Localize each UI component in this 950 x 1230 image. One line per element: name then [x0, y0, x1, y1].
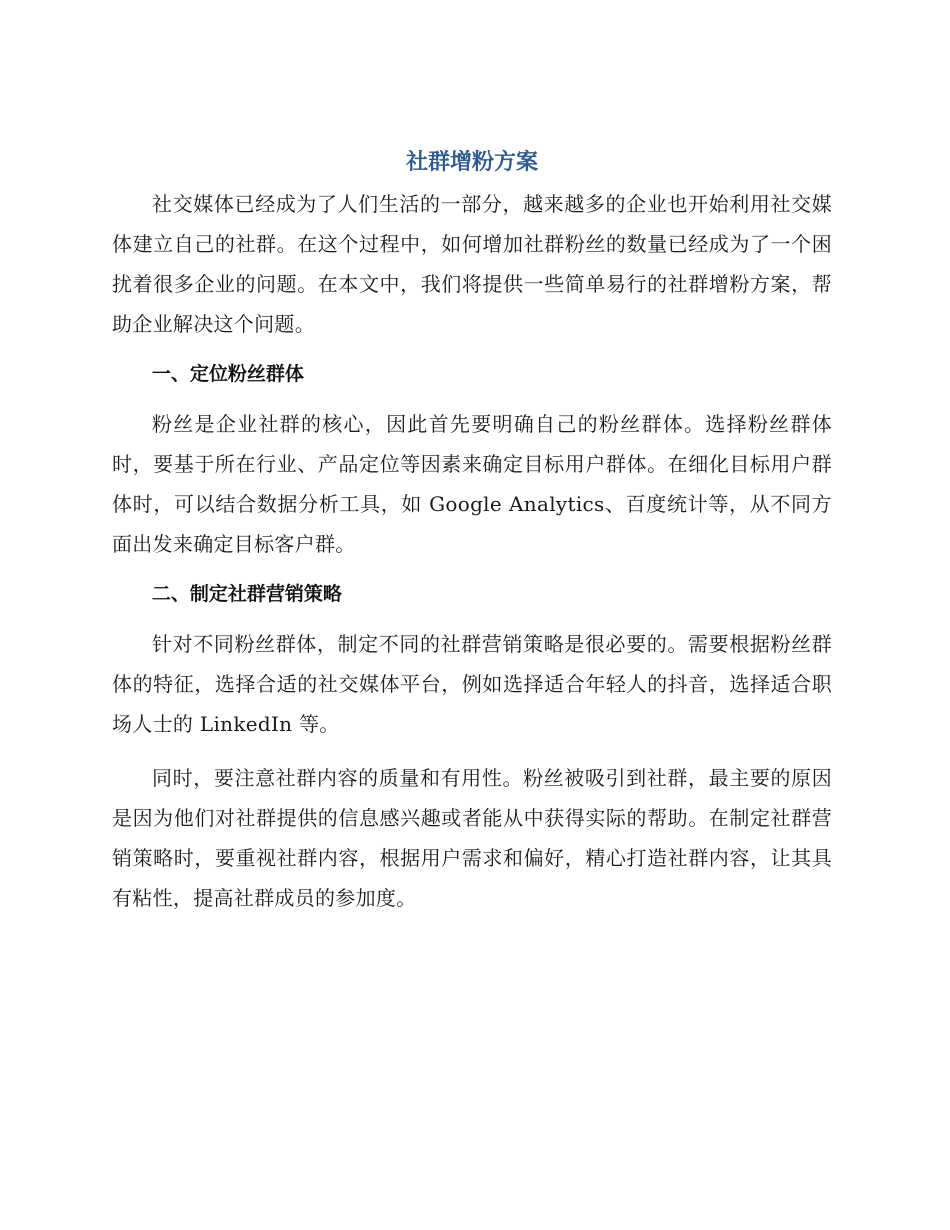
section-1-paragraph-1: 粉丝是企业社群的核心，因此首先要明确自己的粉丝群体。选择粉丝群体时，要基于所在行业、产品定位等因素来确定目标用户群体。在细化目标用户群体时，可以结合数据分析工具，如 Google Analytics、百度统计等，从不同方面出发来确定目标客户群。	[112, 412, 832, 556]
spacer	[112, 614, 832, 624]
intro-paragraph: 社交媒体已经成为了人们生活的一部分，越来越多的企业也开始利用社交媒体建立自己的社群。在这个过程中，如何增加社群粉丝的数量已经成为了一个困扰着很多企业的问题。在本文中，我们将提供一些简单易行的社群增粉方案，帮助企业解决这个问题。	[112, 192, 832, 336]
section-heading-1: 一、定位粉丝群体	[151, 363, 304, 385]
spacer	[112, 394, 832, 404]
spacer	[112, 744, 832, 758]
section-2-paragraph-1: 针对不同粉丝群体，制定不同的社群营销策略是很必要的。需要根据粉丝群体的特征，选择合适的社交媒体平台，例如选择适合年轻人的抖音，选择适合职场人士的 LinkedIn 等。	[112, 632, 832, 736]
section-heading-2: 二、制定社群营销策略	[151, 583, 342, 605]
section-2-paragraph-2: 同时，要注意社群内容的质量和有用性。粉丝被吸引到社群，最主要的原因是因为他们对社群提供的信息感兴趣或者能从中获得实际的帮助。在制定社群营销策略时，要重视社群内容，根据用户需求和偏好，精心打造社群内容，让其具有粘性，提高社群成员的参加度。	[112, 766, 832, 910]
spacer	[112, 564, 832, 574]
spacer	[112, 344, 832, 354]
document-body	[112, 146, 832, 918]
document-title: 社群增粉方案	[405, 150, 538, 175]
